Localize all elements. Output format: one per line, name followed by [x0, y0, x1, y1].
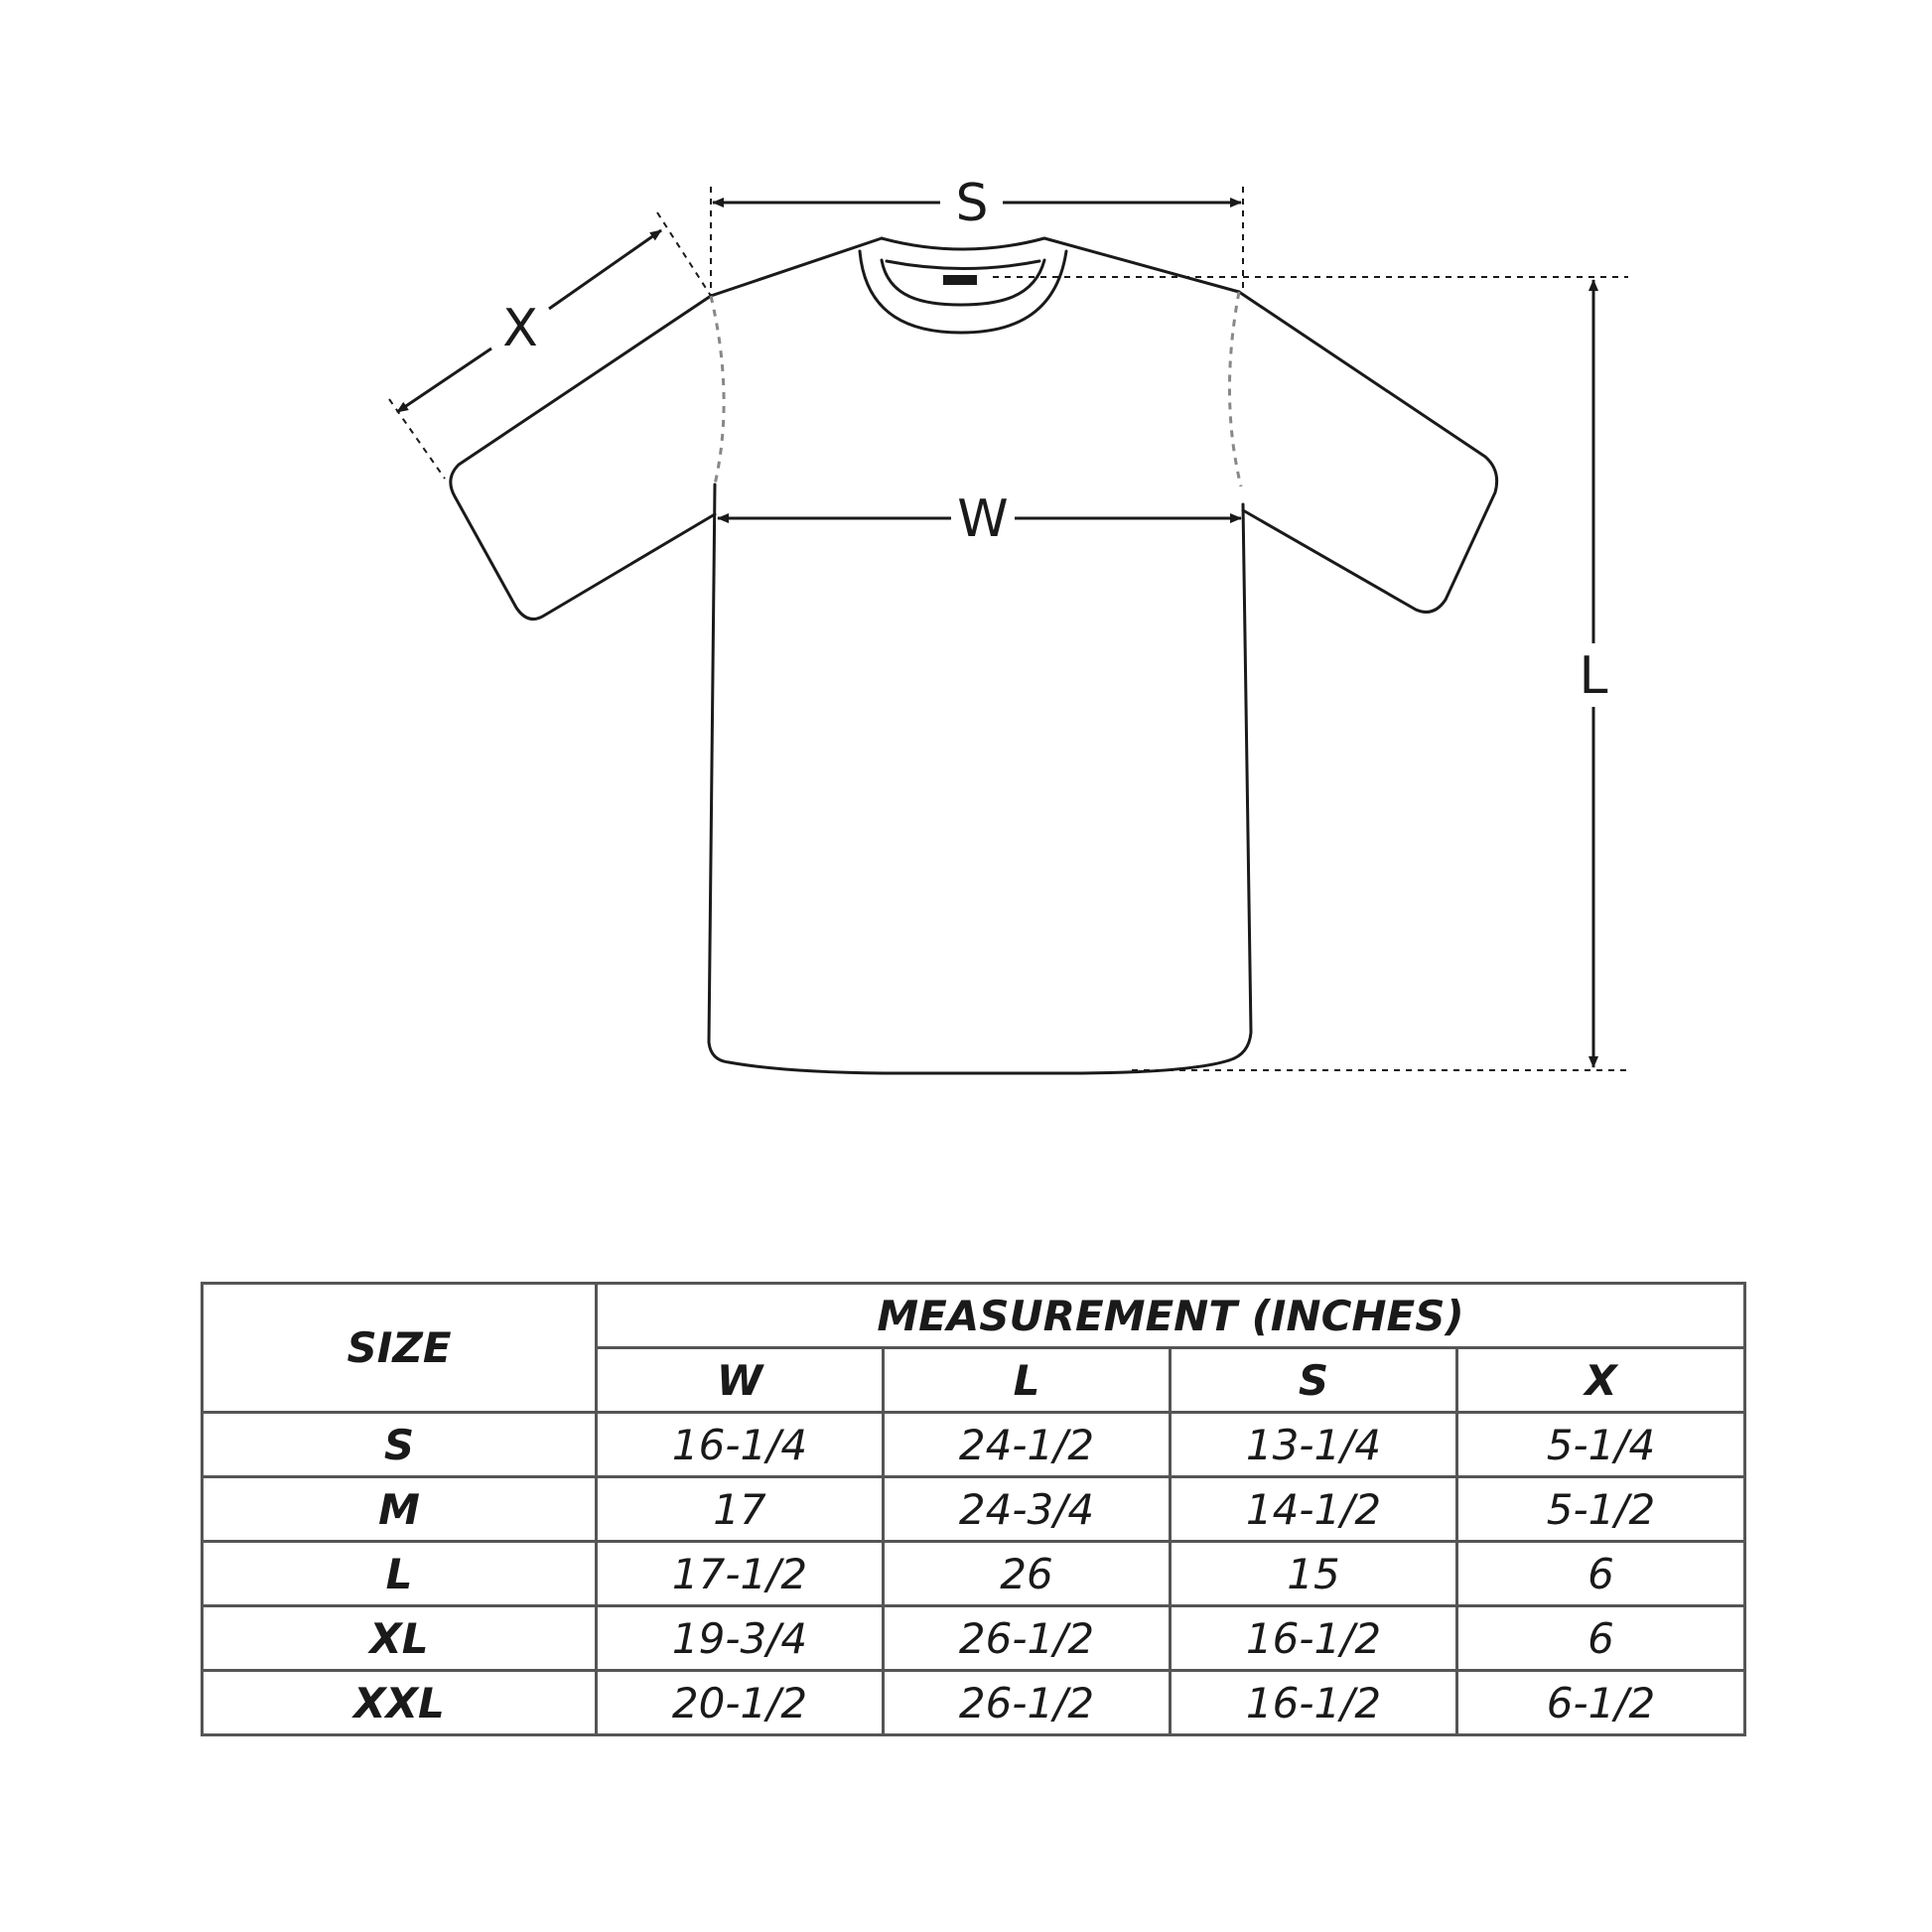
neck-top — [882, 238, 1044, 249]
cell-l: 24-3/4 — [884, 1477, 1171, 1542]
table-row — [203, 1542, 1745, 1606]
right-sleeve — [1239, 292, 1497, 612]
dimension-x-label: X — [502, 299, 538, 358]
size-label: L — [203, 1542, 597, 1606]
dimension-x-arrow-bottom — [397, 348, 491, 412]
table-row — [203, 1413, 1745, 1477]
neck-label-tag — [943, 275, 977, 285]
size-label: S — [203, 1413, 597, 1477]
column-header-w: W — [597, 1348, 884, 1413]
table-row — [203, 1671, 1745, 1735]
cell-s: 14-1/2 — [1171, 1477, 1457, 1542]
cell-l: 26 — [884, 1542, 1171, 1606]
cell-x: 5-1/2 — [1457, 1477, 1745, 1542]
cell-l: 26-1/2 — [884, 1606, 1171, 1671]
left-sleeve — [451, 296, 715, 620]
table-row — [203, 1477, 1745, 1542]
cell-w: 19-3/4 — [597, 1606, 884, 1671]
column-header-l: L — [884, 1348, 1171, 1413]
right-shoulder-seam — [1044, 238, 1239, 292]
table-row — [203, 1606, 1745, 1671]
cell-l: 26-1/2 — [884, 1671, 1171, 1735]
cell-w: 20-1/2 — [597, 1671, 884, 1735]
size-label: XXL — [203, 1671, 597, 1735]
armhole-guides — [711, 292, 1241, 486]
column-header-s: S — [1171, 1348, 1457, 1413]
dimension-l-label: L — [1579, 646, 1608, 706]
cell-w: 17 — [597, 1477, 884, 1542]
cell-s: 16-1/2 — [1171, 1671, 1457, 1735]
table-header-row — [203, 1284, 1745, 1348]
cell-w: 16-1/4 — [597, 1413, 884, 1477]
dimension-s — [713, 174, 1241, 233]
size-chart-table — [201, 1282, 1746, 1736]
cell-w: 17-1/2 — [597, 1542, 884, 1606]
extension-lines — [389, 187, 1628, 1070]
body-right-side — [1229, 504, 1251, 1060]
dimension-l — [1580, 280, 1608, 1067]
cell-x: 6 — [1457, 1542, 1745, 1606]
body-left-side — [709, 484, 729, 1062]
column-header-x: X — [1457, 1348, 1745, 1413]
dimension-w — [718, 489, 1241, 549]
tshirt-outline — [451, 238, 1497, 1073]
dimension-x — [397, 230, 661, 412]
dimension-w-label: W — [957, 489, 1009, 549]
size-label: M — [203, 1477, 597, 1542]
measurement-header: MEASUREMENT (INCHES) — [597, 1284, 1745, 1348]
cell-x: 6 — [1457, 1606, 1745, 1671]
cell-l: 24-1/2 — [884, 1413, 1171, 1477]
hem — [729, 1060, 1229, 1073]
cell-s: 16-1/2 — [1171, 1606, 1457, 1671]
collar-band — [887, 261, 1039, 269]
cell-x: 5-1/4 — [1457, 1413, 1745, 1477]
size-header: SIZE — [203, 1284, 597, 1413]
dimension-s-label: S — [955, 174, 989, 233]
dimension-x-arrow-top — [549, 230, 661, 309]
cell-s: 13-1/4 — [1171, 1413, 1457, 1477]
cell-x: 6-1/2 — [1457, 1671, 1745, 1735]
left-shoulder-seam — [711, 238, 882, 296]
size-label: XL — [203, 1606, 597, 1671]
cell-s: 15 — [1171, 1542, 1457, 1606]
